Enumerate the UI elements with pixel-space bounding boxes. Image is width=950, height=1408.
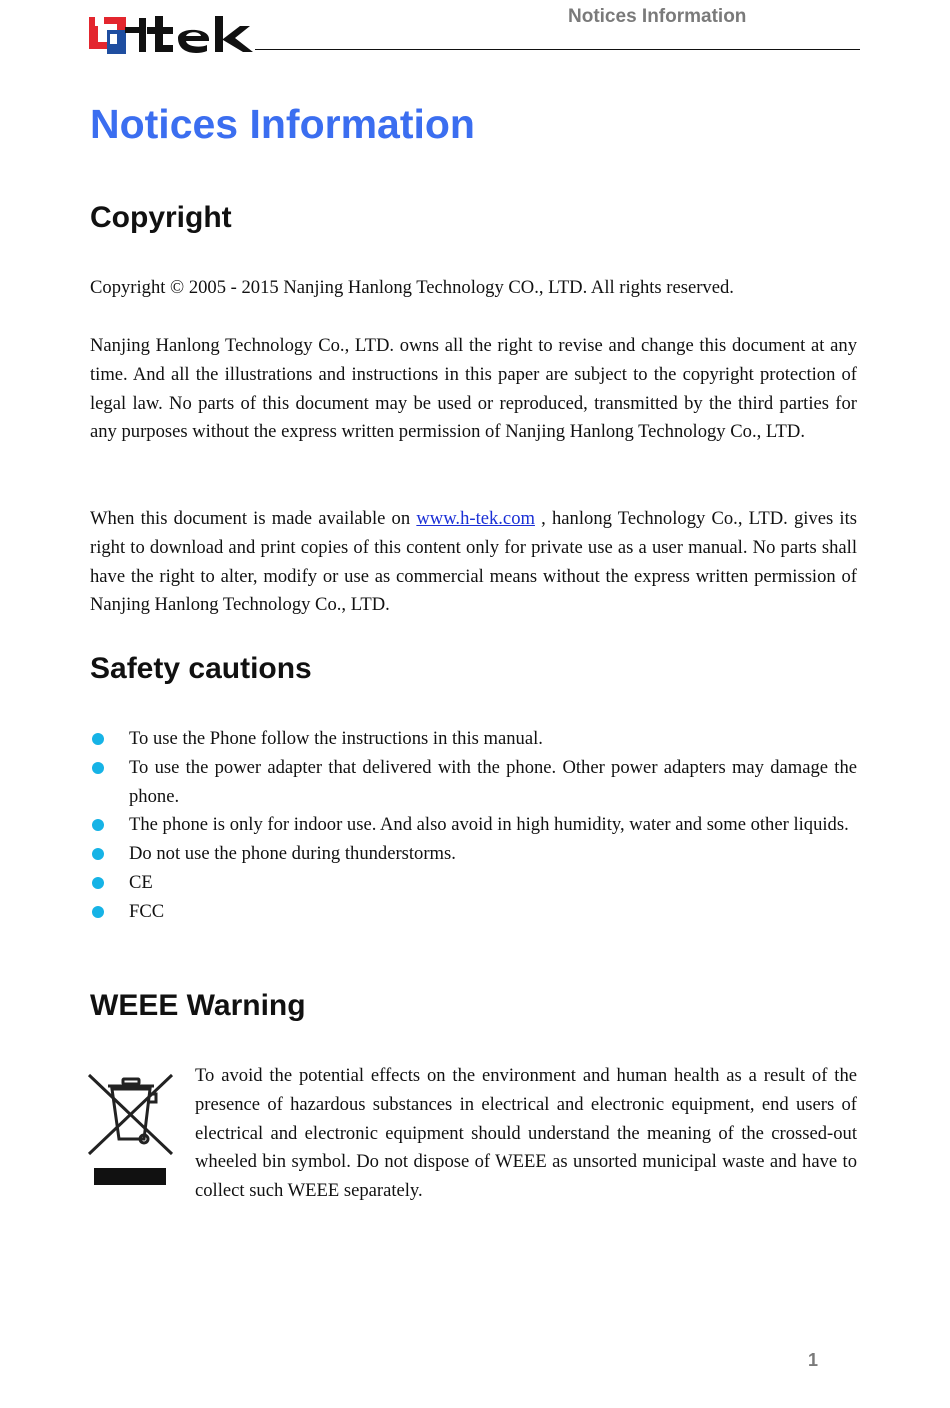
bullet-dot-icon: [92, 877, 104, 889]
bullet-dot-icon: [92, 848, 104, 860]
weee-heading: WEEE Warning: [90, 989, 306, 1022]
list-item-text: To use the Phone follow the instructions in this manual.: [129, 728, 543, 749]
list-item-text: The phone is only for indoor use. And also avoid in high humidity, water and some other liquids.: [129, 814, 849, 836]
safety-list: [90, 725, 857, 927]
list-item: [90, 898, 857, 927]
bullet-dot-icon: [92, 906, 104, 918]
list-item: [90, 754, 857, 812]
running-header-title: Notices Information: [568, 6, 747, 27]
htek-logo: [89, 14, 259, 54]
safety-heading: Safety cautions: [90, 652, 312, 685]
list-item: [90, 840, 857, 869]
crossed-out-wheeled-bin-icon: [86, 1070, 176, 1188]
bullet-dot-icon: [92, 762, 104, 774]
list-item: [90, 725, 857, 754]
list-item: [90, 811, 857, 840]
availability-text-before: When this document is made available on: [90, 508, 417, 529]
website-link[interactable]: www.h-tek.com: [416, 508, 535, 529]
availability-paragraph: [90, 505, 857, 620]
list-item-text: To use the power adapter that delivered with the phone. Other power adapters may damage the phone.: [129, 756, 857, 807]
list-item-text: CE: [129, 871, 153, 893]
weee-paragraph: To avoid the potential effects on the environment and human health as a result of the presence of hazardous substances in electrical and electronic equipment, end users of electrical and electronic equipment should understand the meaning of the crossed-out wheeled bin symbol. Do not dispose of WEEE as unsorted municipal waste and have to collect such WEEE separately.: [195, 1065, 857, 1202]
list-item-text: FCC: [129, 900, 165, 922]
page-number: 1: [808, 1350, 819, 1370]
bullet-dot-icon: [92, 733, 104, 745]
copyright-paragraph: Nanjing Hanlong Technology Co., LTD. owns all the right to revise and change this document at any time. And all the illustrations and instructions in this paper are subject to the copyright protection of legal law. No parts of this document may be used or reproduced, transmitted by the third parties for any purposes without the express written permission of Nanjing Hanlong Technology Co., LTD.: [90, 335, 857, 443]
bullet-dot-icon: [92, 819, 104, 831]
list-item-text: Do not use the phone during thunderstorms.: [129, 843, 456, 865]
list-item: [90, 869, 857, 898]
header-divider: [255, 49, 860, 50]
copyright-heading: Copyright: [90, 201, 232, 234]
availability-text-after: , hanlong Technology Co., LTD. gives its right to download and print copies of this content only for private use as a user manual. No parts shall have the right to alter, modify or use as commercial means without the express written permission of Nanjing Hanlong Technology Co., LTD.: [90, 508, 857, 616]
copyright-line: Copyright © 2005 - 2015 Nanjing Hanlong Technology CO., LTD. All rights reserved.: [90, 277, 734, 298]
page-title: Notices Information: [90, 101, 475, 147]
